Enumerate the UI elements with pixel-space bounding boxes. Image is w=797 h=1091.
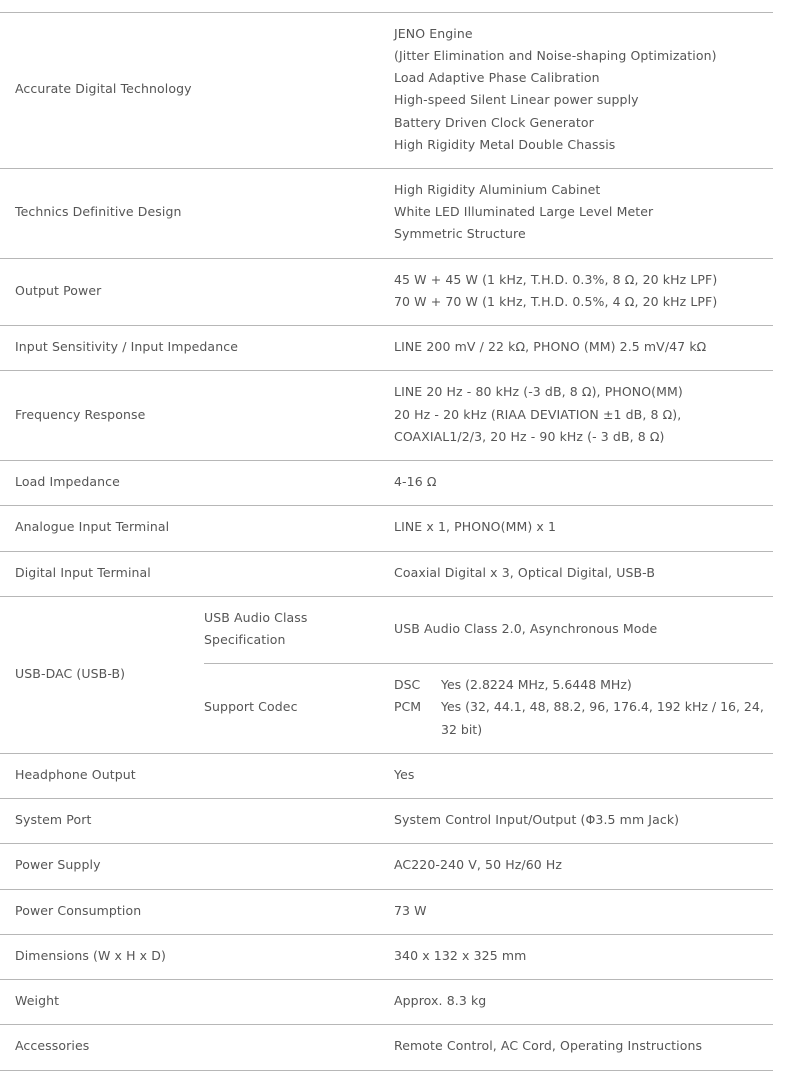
spec-value-line: High Rigidity Aluminium Cabinet xyxy=(394,182,601,197)
spec-sublabel-usb-audio-class: USB Audio Class xyxy=(204,610,308,625)
spec-sublabel-support-codec: Support Codec xyxy=(204,699,298,714)
spec-value-line: Load Adaptive Phase Calibration xyxy=(394,70,600,85)
spec-label-design: Technics Definitive Design xyxy=(15,204,182,219)
spec-value: Yes xyxy=(394,767,415,782)
row-divider xyxy=(0,798,773,799)
spec-value: Remote Control, AC Cord, Operating Instructions xyxy=(394,1038,703,1053)
spec-label-usb-dac: USB-DAC (USB-B) xyxy=(15,666,126,681)
spec-value-line: Symmetric Structure xyxy=(394,226,526,241)
spec-value-line: High Rigidity Metal Double Chassis xyxy=(394,137,616,152)
spec-value-line: (Jitter Elimination and Noise-shaping Optimization) xyxy=(394,48,717,63)
row-divider xyxy=(0,168,773,169)
spec-value: USB Audio Class 2.0, Asynchronous Mode xyxy=(394,621,658,636)
spec-value: Approx. 8.3 kg xyxy=(394,993,487,1008)
spec-value: 73 W xyxy=(394,903,427,918)
spec-value-line: 70 W + 70 W (1 kHz, T.H.D. 0.5%, 4 Ω, 20 kHz LPF) xyxy=(394,294,718,309)
spec-label-headphone-output: Headphone Output xyxy=(15,767,136,782)
sub-row-divider xyxy=(204,663,773,664)
row-divider xyxy=(0,934,773,935)
spec-value: 340 x 132 x 325 mm xyxy=(394,948,527,963)
spec-value-line: High-speed Silent Linear power supply xyxy=(394,92,639,107)
codec-key: DSC xyxy=(394,677,421,692)
spec-label-digital-input: Digital Input Terminal xyxy=(15,565,151,580)
spec-label-system-port: System Port xyxy=(15,812,92,827)
spec-value: Coaxial Digital x 3, Optical Digital, USB-B xyxy=(394,565,656,580)
spec-label-frequency-response: Frequency Response xyxy=(15,407,146,422)
row-divider xyxy=(0,551,773,552)
spec-label-accessories: Accessories xyxy=(15,1038,90,1053)
codec-value: Yes (32, 44.1, 48, 88.2, 96, 176.4, 192 kHz / 16, 24, 32 bit) xyxy=(441,699,764,737)
row-divider xyxy=(0,370,773,371)
row-divider xyxy=(0,325,773,326)
spec-value-line: COAXIAL1/2/3, 20 Hz - 90 kHz (- 3 dB, 8 Ω) xyxy=(394,429,665,444)
spec-label-digital-technology: Accurate Digital Technology xyxy=(15,81,192,96)
row-divider xyxy=(0,979,773,980)
row-divider xyxy=(0,1024,773,1025)
row-divider xyxy=(0,753,773,754)
codec-key: PCM xyxy=(394,699,422,714)
spec-value: LINE x 1, PHONO(MM) x 1 xyxy=(394,519,557,534)
spec-value-line: Battery Driven Clock Generator xyxy=(394,115,594,130)
row-divider xyxy=(0,12,773,13)
row-divider xyxy=(0,258,773,259)
spec-label-analogue-input: Analogue Input Terminal xyxy=(15,519,170,534)
codec-value: Yes (2.8224 MHz, 5.6448 MHz) xyxy=(441,677,632,692)
spec-label-weight: Weight xyxy=(15,993,60,1008)
spec-label-output-power: Output Power xyxy=(15,283,102,298)
spec-label-power-consumption: Power Consumption xyxy=(15,903,142,918)
spec-value: 4-16 Ω xyxy=(394,474,437,489)
spec-value-line: JENO Engine xyxy=(394,26,473,41)
spec-label-power-supply: Power Supply xyxy=(15,857,101,872)
spec-label-load-impedance: Load Impedance xyxy=(15,474,120,489)
row-divider xyxy=(0,505,773,506)
row-divider xyxy=(0,460,773,461)
spec-sublabel-usb-audio-class: Specification xyxy=(204,632,286,647)
spec-value: System Control Input/Output (Φ3.5 mm Jack) xyxy=(394,812,680,827)
spec-label-dimensions: Dimensions (W x H x D) xyxy=(15,948,166,963)
row-divider xyxy=(0,843,773,844)
row-divider xyxy=(0,1070,773,1071)
spec-value: AC220-240 V, 50 Hz/60 Hz xyxy=(394,857,563,872)
spec-value: LINE 200 mV / 22 kΩ, PHONO (MM) 2.5 mV/47 kΩ xyxy=(394,339,707,354)
spec-value-line: White LED Illuminated Large Level Meter xyxy=(394,204,654,219)
row-divider xyxy=(0,889,773,890)
spec-label-input-sensitivity: Input Sensitivity / Input Impedance xyxy=(15,339,238,354)
spec-value-line: 20 Hz - 20 kHz (RIAA DEVIATION ±1 dB, 8 Ω), xyxy=(394,407,682,422)
row-divider xyxy=(0,596,773,597)
spec-value-line: LINE 20 Hz - 80 kHz (-3 dB, 8 Ω), PHONO(MM) xyxy=(394,384,683,399)
spec-value-line: 45 W + 45 W (1 kHz, T.H.D. 0.3%, 8 Ω, 20 kHz LPF) xyxy=(394,272,718,287)
